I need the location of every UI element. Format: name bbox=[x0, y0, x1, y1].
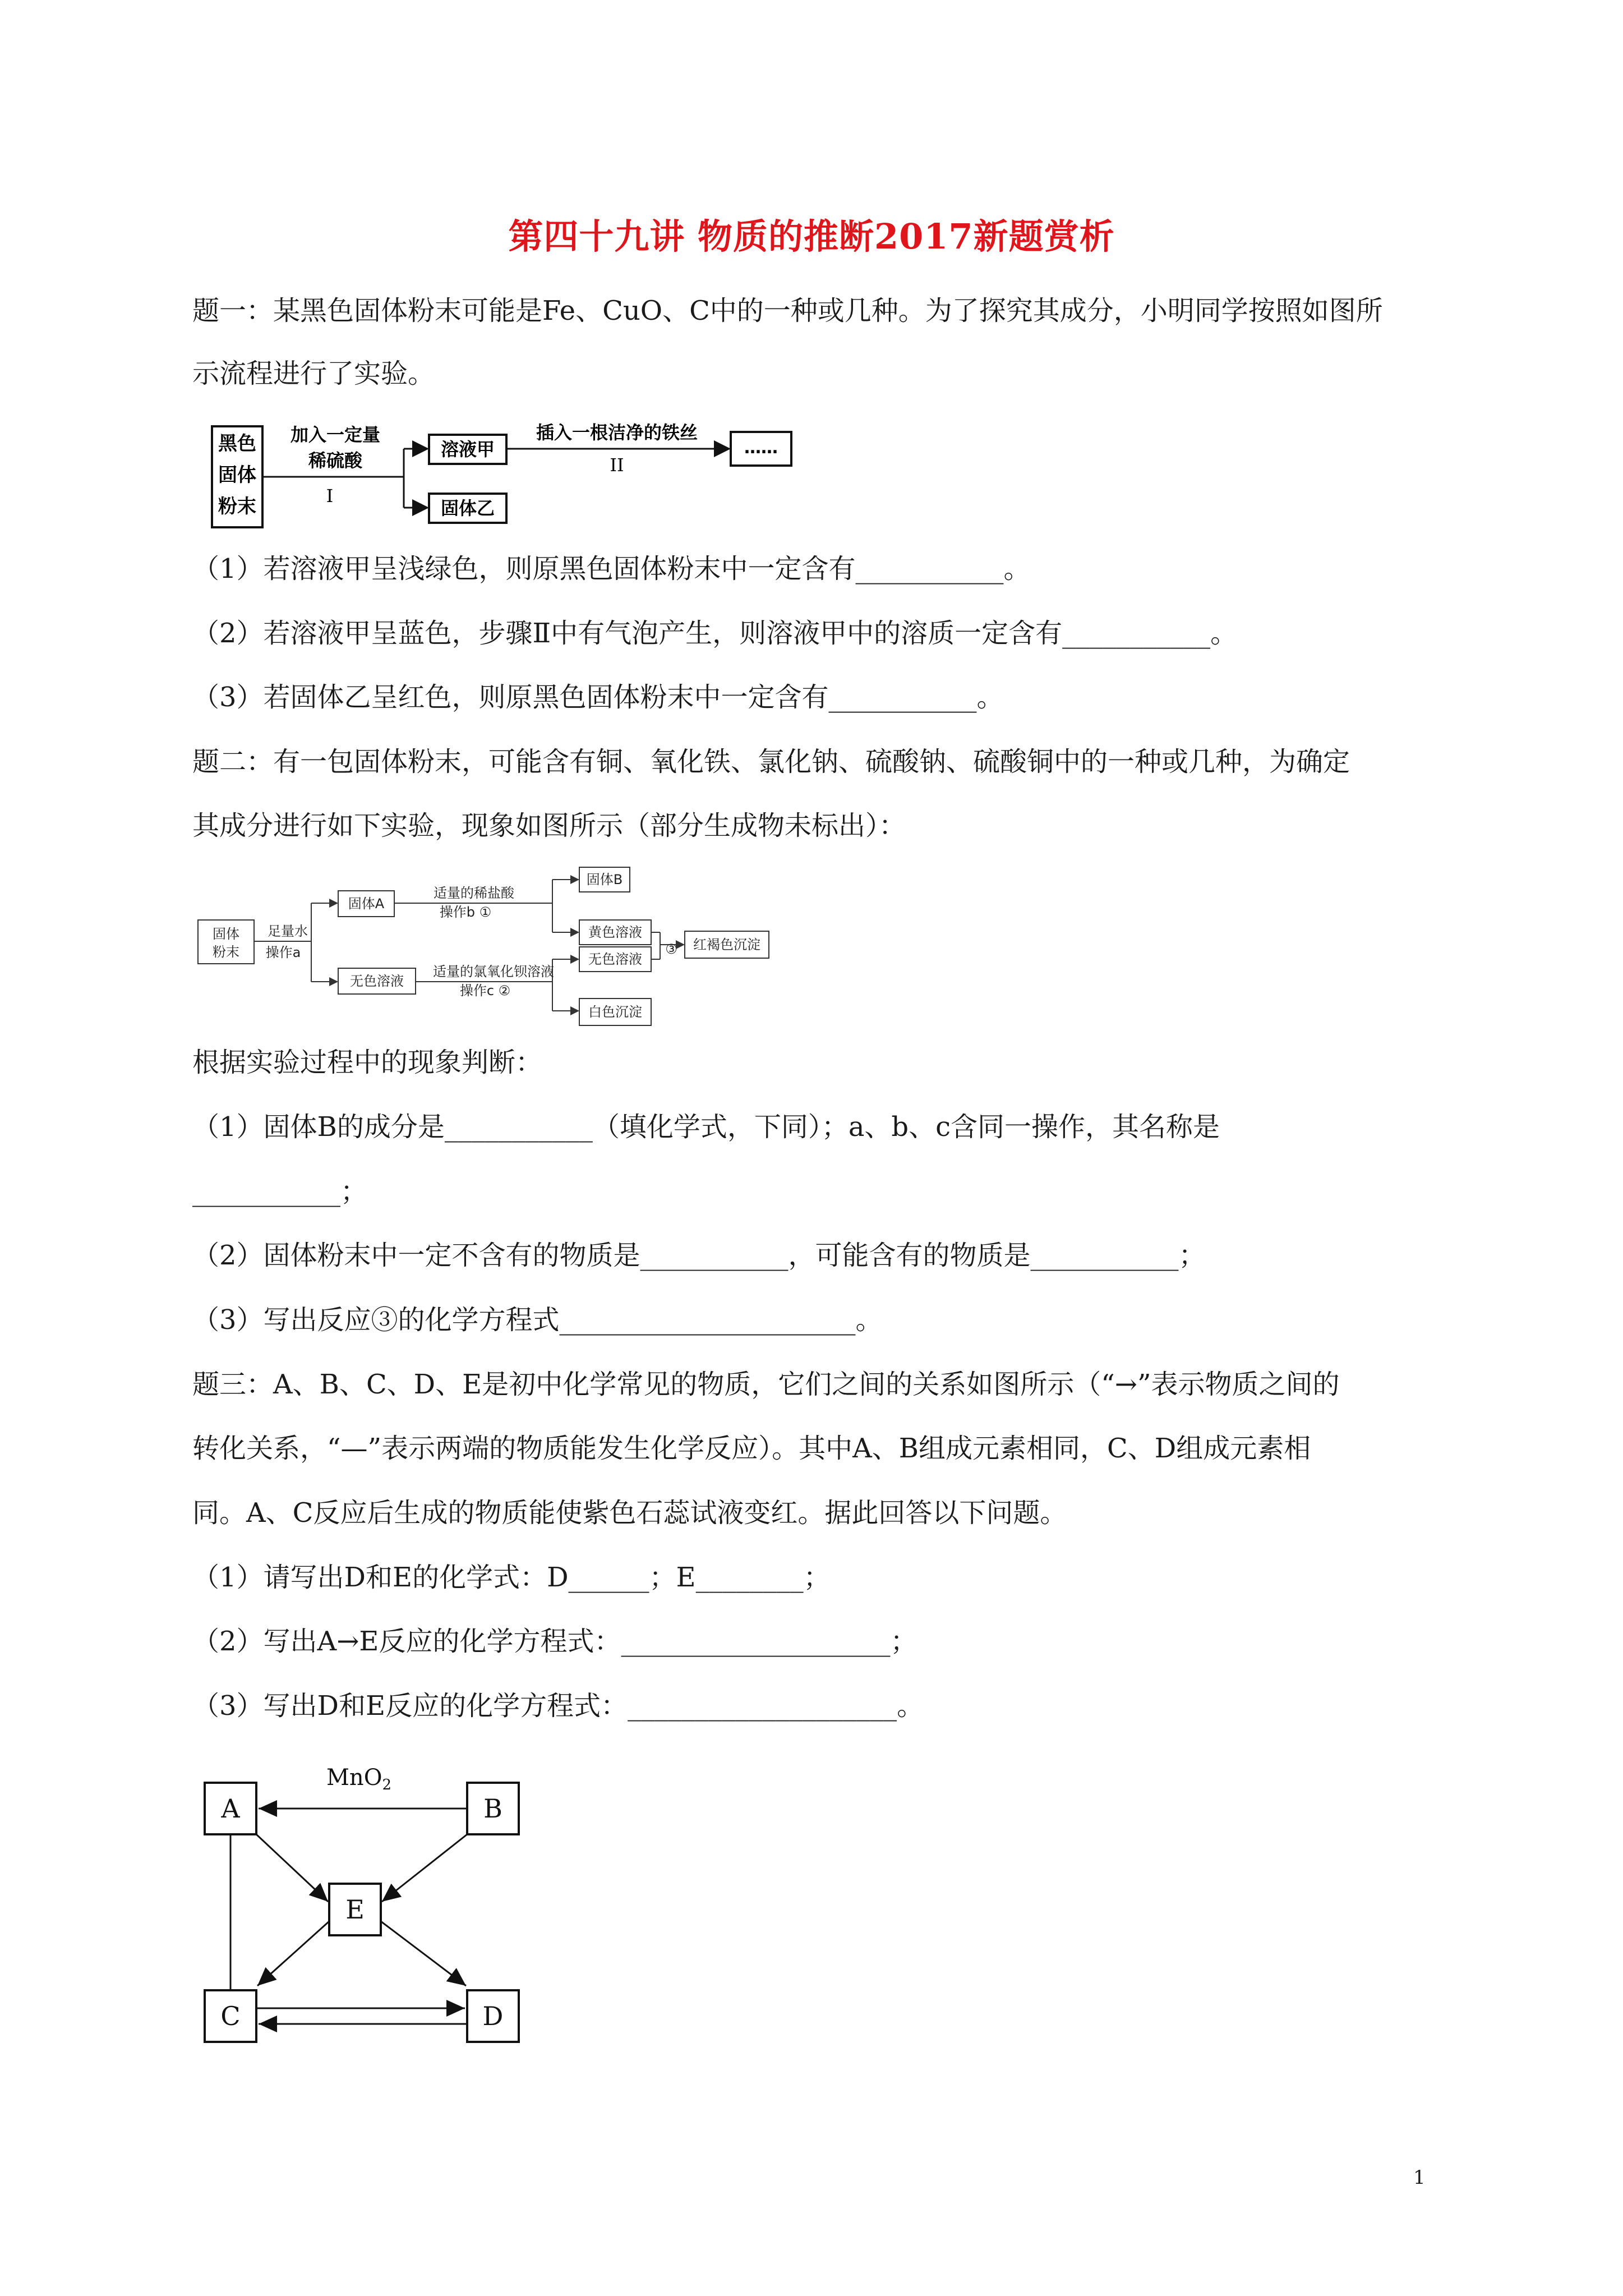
q3-catalyst-main: MnO bbox=[326, 1765, 382, 1791]
q2-op-a: 操作a bbox=[265, 945, 301, 960]
q1-subquestion-3: （3）若固体乙呈红色，则原黑色固体粉末中一定含有___________。 bbox=[192, 682, 1004, 713]
q2-red-precipitate: 红褐色沉淀 bbox=[693, 937, 760, 953]
q3-node-d: D bbox=[482, 2001, 504, 2031]
q2-subquestion-2: （2）固体粉末中一定不含有的物质是___________，可能含有的物质是___________； bbox=[192, 1240, 1206, 1271]
q2-subquestion-1b: ___________； bbox=[192, 1176, 368, 1207]
q1-text-line-1: 题一：某黑色固体粉末可能是Fe、CuO、C中的一种或几种。为了探究其成分，小明同学按照如图所 bbox=[192, 295, 1383, 326]
q2-step-3: ③ bbox=[665, 941, 677, 957]
q3-subquestion-2: （2）写出A→E反应的化学方程式：____________________； bbox=[192, 1626, 917, 1657]
q1-black-powder-line2: 固体 bbox=[218, 464, 256, 486]
q3-node-a: A bbox=[221, 1793, 240, 1824]
q3-node-e: E bbox=[345, 1894, 365, 1925]
q1-black-powder-line3: 粉末 bbox=[218, 495, 256, 518]
q1-solution-jia: 溶液甲 bbox=[440, 439, 495, 460]
q2-colorless: 无色溶液 bbox=[350, 973, 404, 989]
q3-subquestion-1: （1）请写出D和E的化学式：D______；E________； bbox=[192, 1562, 831, 1593]
q2-subquestion-1a: （1）固体B的成分是___________（填化学式，下同）；a、b、c含同一操作，其名称是 bbox=[192, 1111, 1220, 1143]
q2-white-precipitate: 白色沉淀 bbox=[588, 1004, 642, 1020]
q2-intro: 根据实验过程中的现象判断： bbox=[192, 1047, 543, 1078]
q1-reagent-line2: 稀硫酸 bbox=[308, 450, 363, 471]
q3-subquestion-3: （3）写出D和E反应的化学方程式：____________________。 bbox=[192, 1690, 924, 1722]
q1-reagent-line1: 加入一定量 bbox=[290, 424, 381, 445]
q1-flow-diagram bbox=[208, 415, 796, 533]
q2-solid-powder-line2: 粉末 bbox=[213, 944, 239, 960]
q1-action-text: 插入一根洁净的铁丝 bbox=[536, 422, 698, 443]
q2-solid-a: 固体A bbox=[348, 896, 385, 912]
q1-black-powder-line1: 黑色 bbox=[218, 432, 256, 455]
q3-text-line-3: 同。A、C反应后生成的物质能使紫色石蕊试液变红。据此回答以下问题。 bbox=[192, 1497, 1067, 1529]
page-number: 1 bbox=[1413, 2166, 1426, 2189]
q1-result: …… bbox=[744, 438, 778, 458]
q2-subquestion-3: （3）写出反应③的化学方程式______________________。 bbox=[192, 1304, 883, 1336]
q3-text-line-2: 转化关系，“—”表示两端的物质能发生化学反应）。其中A、B组成元素相同，C、D组成元素相 bbox=[192, 1433, 1311, 1464]
q2-text-line-1: 题二：有一包固体粉末，可能含有铜、氧化铁、氯化钠、硫酸钠、硫酸铜中的一种或几种，为确定 bbox=[192, 746, 1350, 777]
q2-yellow: 黄色溶液 bbox=[588, 924, 642, 940]
q2-water: 足量水 bbox=[268, 923, 308, 939]
q3-catalyst-subscript: 2 bbox=[382, 1777, 392, 1793]
q1-step-1: I bbox=[326, 485, 334, 507]
q2-flow-diagram bbox=[193, 864, 782, 1029]
q1-step-2: II bbox=[610, 454, 624, 476]
q1-text-line-2: 示流程进行了实验。 bbox=[192, 358, 435, 389]
q1-subquestion-2: （2）若溶液甲呈蓝色，步骤Ⅱ中有气泡产生，则溶液甲中的溶质一定含有___________。 bbox=[192, 618, 1238, 649]
q3-node-b: B bbox=[483, 1793, 502, 1824]
q2-op-b: 操作b ① bbox=[439, 904, 492, 920]
q2-colorless-2: 无色溶液 bbox=[588, 951, 642, 967]
q3-node-c: C bbox=[220, 2001, 241, 2031]
q2-text-line-2: 其成分进行如下实验，现象如图所示（部分生成物未标出）： bbox=[192, 810, 906, 841]
q2-op-c: 操作c ② bbox=[459, 983, 511, 999]
q2-solid-b: 固体B bbox=[586, 872, 623, 887]
q3-relationship-diagram bbox=[199, 1756, 536, 2053]
q2-bacl2: 适量的氯氧化钡溶液 bbox=[433, 964, 554, 979]
q1-subquestion-1: （1）若溶液甲呈浅绿色，则原黑色固体粉末中一定含有___________。 bbox=[192, 553, 1031, 585]
q1-solid-yi: 固体乙 bbox=[440, 498, 495, 519]
q2-acid: 适量的稀盐酸 bbox=[434, 885, 514, 901]
page-title: 第四十九讲 物质的推断2017新题赏析 bbox=[508, 216, 1115, 257]
q2-solid-powder-line1: 固体 bbox=[213, 926, 239, 942]
q3-text-line-1: 题三：A、B、C、D、E是初中化学常见的物质，它们之间的关系如图所示（“→”表示物质之间的 bbox=[192, 1369, 1340, 1400]
q3-catalyst bbox=[326, 1765, 391, 1793]
